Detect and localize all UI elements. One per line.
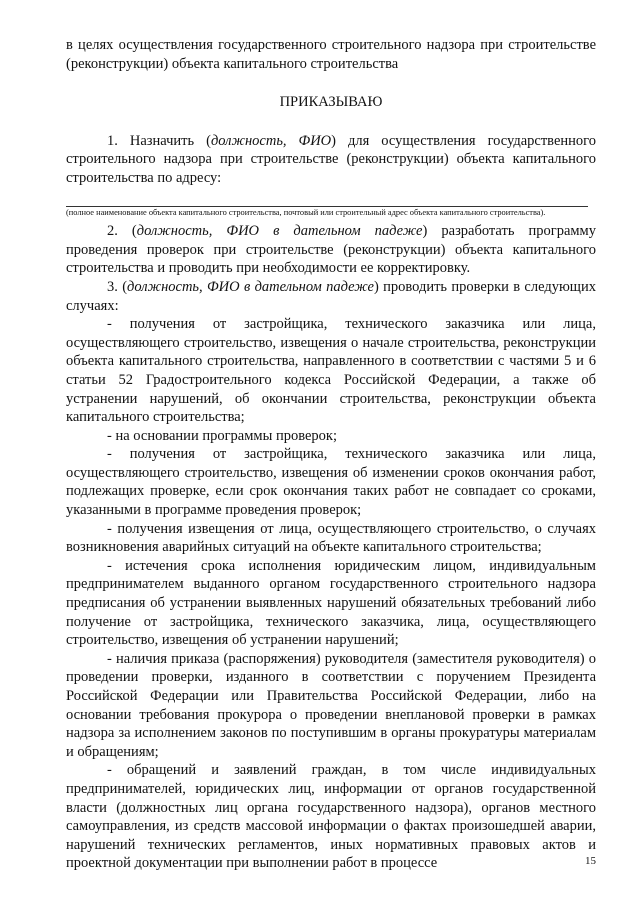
case-item: - получения от застройщика, технического заказчика или лица, осуществляющего строительство, извещения об изменении сроков окончания работ, подлежащих проверке, если срок окончания таких работ не совпадает со сроками, указанными в программе проведения проверок; xyxy=(66,446,596,519)
item-2-placeholder: должность, ФИО в дательном падеже xyxy=(136,223,423,240)
item-2-text: ) разработать программу проведения проверок при строительстве (реконструкции) объекта капитального строительства и проводить при необходимости ее корректировку. xyxy=(66,223,596,277)
item-1-placeholder: должность, ФИО xyxy=(210,132,332,149)
item-2 xyxy=(66,222,596,278)
address-blank-line xyxy=(66,188,588,207)
item-1-number: 1. Назначить ( xyxy=(107,132,211,149)
item-3 xyxy=(66,278,596,315)
case-item: - получения извещения от лица, осуществляющего строительство, о случаях возникновения аварийных ситуаций на объекте капитального строительства; xyxy=(66,520,596,556)
item-2-number: 2. ( xyxy=(107,223,137,240)
document-page xyxy=(66,36,596,873)
case-item: - наличия приказа (распоряжения) руководителя (заместителя руководителя) о проведении проверки, изданного в соответствии с поручением Президента Российской Федерации или Правительства Российской Федерации, либо на основании требования прокурора о проведении внеплановой проверки в рамках надзора за исполнением законов по поступившим в органы прокуратуры материалам и обращениям; xyxy=(66,650,596,760)
item-1-text: ) для осуществления государственного строительного надзора при строительстве (реконструкции) объекта капитального строительства по адресу: xyxy=(66,132,596,186)
case-item: - на основании программы проверок; xyxy=(107,427,337,444)
item-3-placeholder: должность, ФИО в дательном падеже xyxy=(127,278,374,295)
page-number: 15 xyxy=(585,855,596,867)
case-item: - получения от застройщика, технического заказчика или лица, осуществляющего строительство, извещения о начале строительства, реконструкции объекта капитального строительства, направленного в соответствии с частями 5 и 6 статьи 52 Градостроительного кодекса Российской Федерации, а также об устранении нарушений, об окончании строительства, реконструкции объекта капитального строительства; xyxy=(66,316,596,426)
intro-paragraph: в целях осуществления государственного строительного надзора при строительстве (реконструкции) объекта капитального строительства xyxy=(66,37,596,72)
case-item: - обращений и заявлений граждан, в том числе индивидуальных предпринимателей, юридических лиц, информации от органов государственной власти (должностных лиц органа государственного надзора), органов местного самоуправления, из средств массовой информации о фактах произошедшей аварии, нарушений технических регламентов, иных нормативных правовых актов и проектной документации при выполнении работ в процессе xyxy=(66,762,596,872)
order-title: ПРИКАЗЫВАЮ xyxy=(279,94,383,111)
item-1 xyxy=(66,132,596,188)
case-item: - истечения срока исполнения юридическим лицом, индивидуальным предпринимателем выданного органом государственного строительного надзора предписания об устранении выявленных нарушений обязательных требований либо получение от застройщика, технического заказчика, лица, осуществляющего строительство, извещения об устранении нарушений; xyxy=(66,557,596,649)
item-3-number: 3. ( xyxy=(107,278,128,295)
address-footnote: (полное наименование объекта капитального строительства, почтовый или строительный адрес объекта капитального строительства). xyxy=(66,207,546,217)
item-3-text: ) проводить проверки в следующих случаях: xyxy=(66,278,596,314)
